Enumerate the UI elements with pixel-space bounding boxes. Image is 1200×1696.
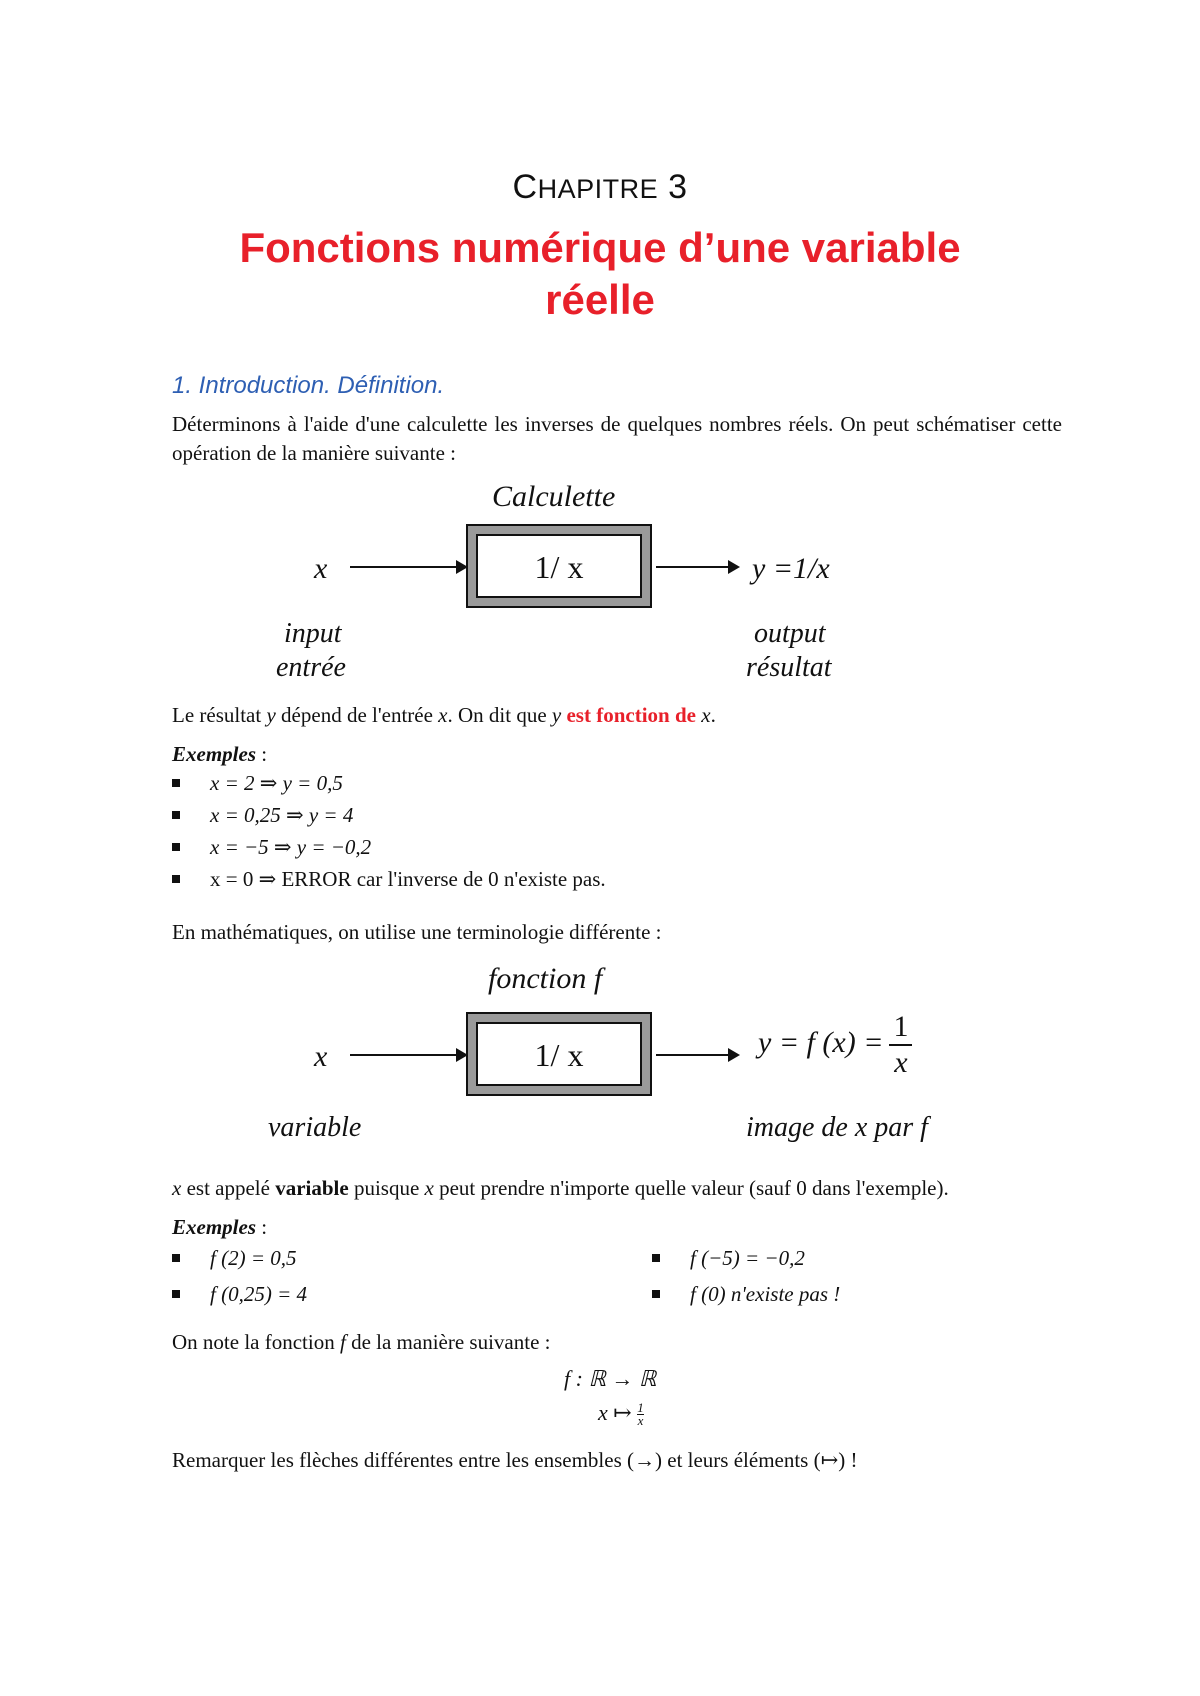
output-fraction: $\frac{1}{x}$ — [889, 1010, 912, 1080]
output-label-en: output — [754, 618, 826, 649]
notation-fraction: $\frac{1}{x}$ — [637, 1400, 644, 1429]
chapter-number: 3 — [668, 168, 688, 206]
list-item: x = 0,25 ⇒ y = 4 — [172, 801, 606, 833]
diagram-top-label: Calculette — [492, 480, 616, 513]
notation-line-sets: f : ℝ → ℝ — [564, 1366, 657, 1391]
bullet-icon — [652, 1290, 660, 1298]
examples-list-2-right — [652, 1244, 840, 1316]
chapter-word: HAPITRE — [537, 174, 659, 204]
input-arrow-2 — [350, 1054, 466, 1056]
bullet-icon — [172, 1254, 180, 1262]
list-item: f (0) n'existe pas ! — [652, 1280, 840, 1316]
list-item: x = −5 ⇒ y = −0,2 — [172, 833, 606, 865]
variable-label: variable — [268, 1112, 362, 1143]
notation-intro: On note la fonction f de la manière suivante : — [172, 1330, 551, 1354]
examples-list-2-left — [172, 1244, 307, 1316]
examples-heading-2: Exemples : — [172, 1215, 268, 1239]
bullet-icon — [652, 1254, 660, 1262]
remark-sentence: Remarquer les flèches différentes entre les ensembles (→) et leurs éléments (↦) ! — [172, 1448, 858, 1472]
notation-line-elements: x ↦ $\frac{1}{x}$ — [598, 1400, 644, 1429]
box-formula-2: 1/ x — [476, 1022, 642, 1086]
examples-heading: Exemples : — [172, 742, 268, 766]
title-line-1: Fonctions numérique d’une variable — [239, 224, 961, 271]
intro-paragraph: Déterminons à l'aide d'une calculette les inverses de quelques nombres réels. On peut schématiser cette opération de la manière suivante : — [172, 412, 1062, 465]
highlight-function-of: est fonction de — [561, 703, 702, 727]
title-line-2: réelle — [545, 276, 655, 323]
input-label-fr: entrée — [276, 652, 346, 683]
dependence-sentence: Le résultat y dépend de l'entrée x. On dit que y est fonction de x. — [172, 703, 716, 727]
terminology-sentence: En mathématiques, on utilise une terminologie différente : — [172, 920, 662, 944]
list-item: x = 0 ⇒ ERROR car l'inverse de 0 n'existe pas. — [172, 865, 606, 897]
function-box — [466, 1012, 652, 1096]
chapter-initial: C — [512, 168, 538, 206]
list-item: x = 2 ⇒ y = 0,5 — [172, 769, 606, 801]
diagram-output-expression: y =1/x — [752, 552, 830, 585]
box-formula: 1/ x — [476, 534, 642, 598]
list-item: f (2) = 0,5 — [172, 1244, 307, 1280]
diagram2-input-variable: x — [314, 1040, 328, 1073]
input-label-en: input — [284, 618, 342, 649]
output-arrow-2 — [656, 1054, 738, 1056]
section-heading: 1. Introduction. Définition. — [172, 372, 445, 399]
list-item: f (−5) = −0,2 — [652, 1244, 840, 1280]
list-item: f (0,25) = 4 — [172, 1280, 307, 1316]
diagram-input-variable: x — [314, 552, 328, 585]
output-label-fr: résultat — [746, 652, 832, 683]
diagram2-output-expression: y = f (x) = $\frac{1}{x}$ — [758, 1010, 912, 1080]
diagram2-top-label: fonction f — [488, 962, 603, 995]
variable-sentence: x est appelé variable puisque x peut prendre n'importe quelle valeur (sauf 0 dans l'exemple). — [172, 1176, 949, 1200]
image-label: image de x par f — [746, 1112, 928, 1143]
bullet-icon — [172, 1290, 180, 1298]
